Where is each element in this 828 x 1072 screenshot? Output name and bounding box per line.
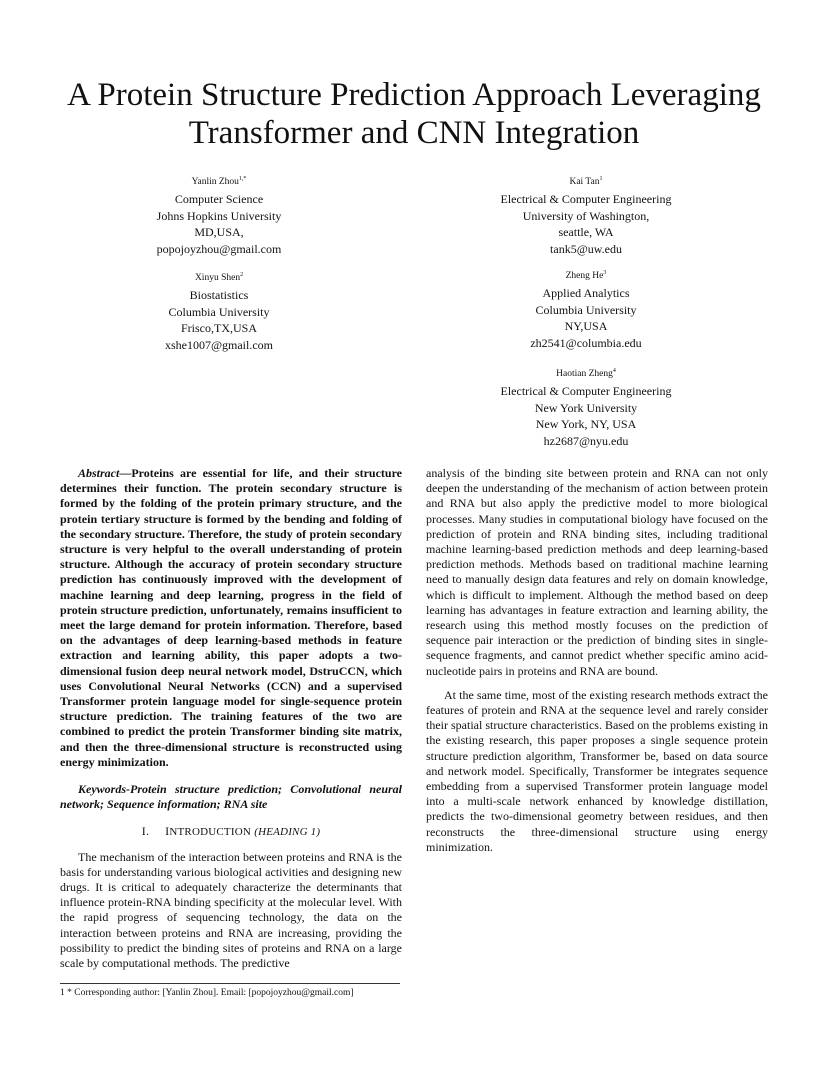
footnote-rule (60, 983, 400, 984)
author-block (69, 268, 369, 353)
author-dept: Electrical & Computer Engineering (500, 384, 672, 399)
author-location: Frisco,TX,USA (180, 321, 257, 336)
author-dept: Biostatistics (189, 288, 249, 303)
author-org: Columbia University (535, 302, 637, 317)
author-location: NY,USA (564, 319, 608, 334)
author-email: popojoyzhou@gmail.com (156, 241, 282, 256)
author-org: Columbia University (168, 304, 270, 319)
author-dept: Computer Science (174, 192, 264, 207)
right-column (426, 466, 768, 855)
author-name: Haotian Zheng$^4$ (556, 368, 616, 380)
author-dept: Electrical & Computer Engineering (500, 192, 672, 207)
author-email: tank5@uw.edu (550, 241, 622, 256)
section-heading: I. INTRODUCTION (HEADING 1) (141, 824, 321, 839)
author-name: Yanlin Zhou$^{1,*}$ (191, 176, 247, 188)
author-org: University of Washington, (522, 208, 650, 223)
keywords: Keywords-Protein structure prediction; Convolutional neural network; Sequence information; RNA site (60, 782, 402, 812)
left-column (60, 466, 402, 971)
author-block (436, 266, 736, 351)
author-location: seattle, WA (558, 225, 614, 240)
author-org: New York University (534, 400, 638, 415)
intro-paragraph-continued: analysis of the binding site between protein and RNA can not only deepen the understanding of the mechanism of action between protein and RNA but also apply the predictive model to more biological processes. Many studies in computational biology have focused on the prediction of protein and RNA binding sites, including traditional machine learning-based prediction methods and deep learning-based prediction methods. Methods based on traditional machine learning need to manually design data features and rely on domain knowledge, which is difficult to implement. Although the method based on deep learning has advantages in feature extraction and learning ability, the research using this method mostly focuses on the prediction of sequence pair interaction or the prediction of binding sites in single-sequence fragments, and cannot predict whether specific amino acid-nucleotide pairs in proteins and RNA are bound. (426, 466, 768, 678)
author-email: zh2541@columbia.edu (530, 335, 642, 350)
author-name: Xinyu Shen$^2$ (194, 272, 244, 284)
intro-paragraph: The mechanism of the interaction between proteins and RNA is the basis for understanding various biological activities and designing new drugs. It is critical to adequately characterize the determinants that influence protein-RNA binding specificity at the molecular level. With the rapid progress of sequencing technology, the data on the interaction between proteins and RNA are increasing, providing the possibility to predict the binding sites of proteins and RNA on a large scale by computational methods. The predictive (60, 849, 402, 971)
author-org: Johns Hopkins University (156, 208, 282, 223)
author-name: Zheng He$^3$ (565, 270, 607, 282)
abstract: Abstract—Proteins are essential for life, and their structure determines their function. The protein secondary structure is formed by the folding of the protein primary structure, and the protein tertiary structure is formed by the bending and folding of the secondary structure. Therefore, the study of protein secondary structure is very helpful to the overall understanding of protein structure. Although the accuracy of protein secondary structure prediction has continuously improved with the development of machine learning and deep learning, progress in the field of protein structure prediction, unfortunately, remains insufficient to meet the large demand for protein information. Therefore, based on the advantages of deep learning-based methods in feature extraction and learning ability, this paper adopts a two-dimensional fusion deep neural network model, DstruCCN, which uses Convolutional Neural Networks (CCN) and a supervised Transformer protein language model for single-sequence protein structure prediction. The training features of the two are combined to predict the protein Transformer binding site matrix, and then the three-dimensional structure is reconstructed using energy minimization. (60, 466, 402, 769)
author-block (436, 172, 736, 257)
author-block (69, 172, 369, 257)
abstract-label: Abstract (78, 466, 120, 480)
author-name: Kai Tan$^1$ (569, 176, 603, 188)
author-dept: Applied Analytics (542, 286, 630, 301)
author-block (436, 364, 736, 449)
intro-paragraph: At the same time, most of the existing research methods extract the features of protein and RNA at the sequence level and rarely consider their spatial structure characteristics. Based on the problems existing in the existing research, this paper proposes a single sequence protein structure prediction algorithm, Transformer be, based on data source and network model. Specifically, Transformer be integrates sequence embedding from a supervised Transformer protein language model into a multi-scale network enhanced by knowledge distillation, predicts the two-dimensional geometry between residues, and then reconstructs the three-dimensional structure using energy minimization. (426, 687, 768, 854)
author-email: hz2687@nyu.edu (543, 433, 629, 448)
footnote: 1 * Corresponding author: [Yanlin Zhou]. Email: [popojoyzhou@gmail.com] (60, 988, 354, 998)
abstract-text: Proteins are essential for life, and their structure determines their function. The protein secondary structure is formed by the folding of the protein primary structure, and the protein tertiary structure is formed by the bending and folding of the secondary structure. Therefore, the study of protein secondary structure is very helpful to the overall understanding of protein structure. Although the accuracy of protein secondary structure prediction has continuously improved with the development of machine learning and deep learning, progress in the field of protein structure prediction, unfortunately, remains insufficient to meet the large demand for protein information. Therefore, based on the advantages of deep learning-based methods in feature extraction and learning ability, this paper adopts a two-dimensional fusion deep neural network model, DstruCCN, which uses Convolutional Neural Networks (CCN) and a supervised Transformer protein language model for single-sequence protein structure prediction. The training features of the two are combined to predict the protein Transformer binding site matrix, and then the three-dimensional structure is reconstructed using energy minimization. (60, 466, 402, 769)
author-location: MD,USA, (194, 225, 244, 240)
author-location: New York, NY, USA (535, 417, 637, 432)
author-email: xshe1007@gmail.com (164, 337, 274, 352)
paper-title: A Protein Structure Prediction Approach Leveraging Transformer and CNN Integration (67, 77, 761, 151)
